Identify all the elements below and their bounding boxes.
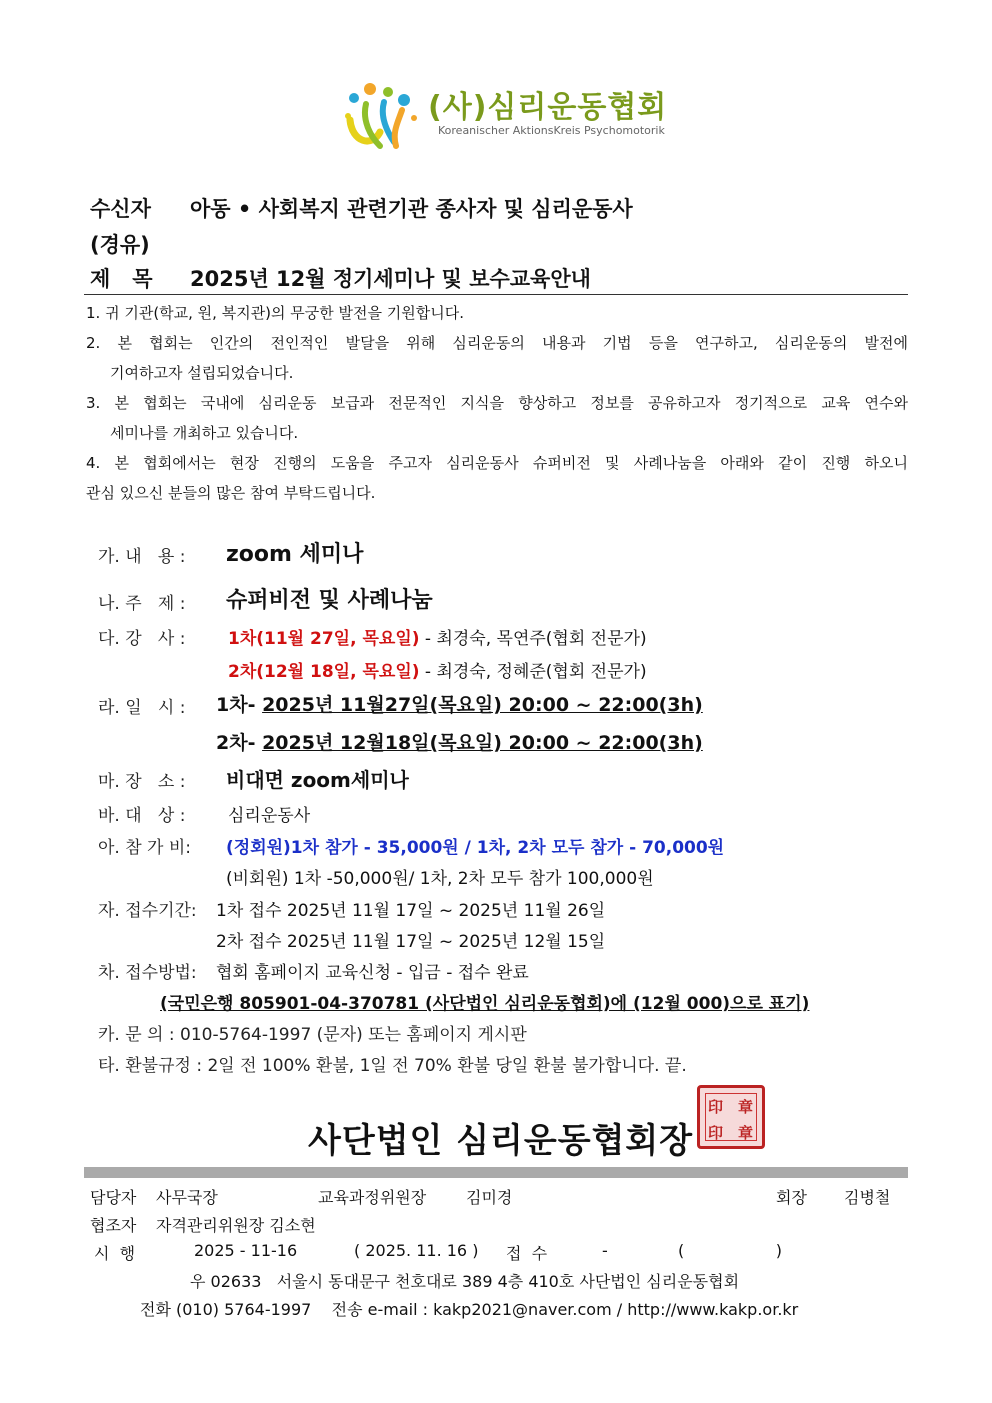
cooperator-label: 협조자	[90, 1216, 137, 1235]
period-2: 2차 접수 2025년 11월 17일 ~ 2025년 12월 15일	[216, 932, 606, 952]
fee-label: 아. 참 가 비:	[98, 838, 192, 858]
schedule-2-prefix: 2차-	[216, 732, 263, 754]
paragraph-4-cont: 관심 있으신 분들의 많은 참여 부탁드립니다.	[86, 484, 376, 502]
schedule-2-value: 2025년 12월18일(목요일) 20:00 ~ 22:00(3h)	[262, 732, 703, 754]
target-value: 심리운동사	[228, 806, 311, 826]
receipt-paren: ( )	[678, 1241, 783, 1260]
topic-value: 슈퍼비전 및 사례나눔	[226, 588, 433, 613]
association-logo	[340, 80, 670, 150]
schedule-row-2	[216, 728, 703, 755]
committee-name: 김미경	[466, 1188, 513, 1207]
lecturer-row-1	[228, 624, 647, 649]
paragraph-3: 3. 본 협회는 국내에 심리운동 보급과 전문적인 지식을 향상하고 정보를 공유하고자 정기적으로 교육 연수와	[86, 394, 908, 412]
lecturer-label: 다. 강 사 :	[98, 629, 186, 649]
paragraph-2-cont: 기여하고자 설립되었습니다.	[110, 364, 294, 382]
receipt-label: 접 수	[506, 1244, 548, 1263]
exec-date: ( 2025. 11. 16 )	[354, 1241, 479, 1260]
paragraph-1: 1. 귀 기관(학교, 원, 복지관)의 무궁한 발전을 기원합니다.	[86, 304, 464, 322]
method-value: 협회 홈페이지 교육신청 - 입금 - 접수 완료	[216, 963, 529, 983]
topic-label: 나. 주 제 :	[98, 594, 186, 614]
chair-label: 회장	[776, 1188, 807, 1207]
logo-title: (사)심리운동협회	[428, 90, 668, 125]
staff-label: 담당자	[90, 1188, 137, 1207]
contact-line: 카. 문 의 : 010-5764-1997 (문자) 또는 홈페이지 게시판	[98, 1025, 527, 1045]
target-label: 바. 대 상 :	[98, 806, 186, 826]
receipt-dash: -	[602, 1241, 608, 1260]
lecturer-1-names: - 최경숙, 목연주(협회 전문가)	[419, 629, 647, 649]
paragraph-2: 2. 본 협회는 인간의 전인적인 발달을 위해 심리운동의 내용과 기법 등을 연구하고, 심리운동의 발전에	[86, 334, 908, 352]
exec-value: 2025 - 11-16	[194, 1241, 298, 1260]
paragraph-4: 4. 본 협회에서는 현장 진행의 도움을 주고자 심리운동사 슈퍼비전 및 사례나눔을 아래와 같이 진행 하오니	[86, 454, 908, 472]
fee-member: (정회원)1차 참가 - 35,000원 / 1차, 2차 모두 참가 - 70,000원	[226, 838, 725, 858]
schedule-1-prefix: 1차-	[216, 694, 263, 716]
period-label: 자. 접수기간:	[98, 901, 197, 921]
schedule-row-1	[216, 690, 703, 717]
lecturer-row-2	[228, 657, 647, 682]
president-signature: 사단법인 심리운동협회장	[308, 1121, 694, 1161]
bank-note: (국민은행 805901-04-370781 (사단법인 심리운동협회)에 (12월 000)으로 표기)	[160, 994, 810, 1014]
staff-value: 사무국장	[156, 1188, 218, 1207]
schedule-label: 라. 일 시 :	[98, 698, 186, 718]
paragraph-3-cont: 세미나를 개최하고 있습니다.	[110, 424, 299, 442]
committee: 교육과정위원장	[318, 1188, 427, 1207]
lecturer-1-date: 1차(11월 27일, 목요일)	[228, 629, 420, 649]
place-label: 마. 장 소 :	[98, 772, 186, 792]
period-1: 1차 접수 2025년 11월 17일 ~ 2025년 11월 26일	[216, 901, 606, 921]
refund-line: 타. 환불규정 : 2일 전 100% 환불, 1일 전 70% 환불 당일 환불 불가합니다. 끝.	[98, 1056, 687, 1076]
schedule-1-value: 2025년 11월27일(목요일) 20:00 ~ 22:00(3h)	[262, 694, 703, 716]
address: 우 02633 서울시 동대문구 천호대로 389 4층 410호 사단법인 심리운동협회	[190, 1272, 740, 1291]
recipient-label: 수신자	[90, 197, 151, 221]
logo-mark-icon	[340, 80, 426, 150]
fee-nonmember: (비회원) 1차 -50,000원/ 1차, 2차 모두 참가 100,000원	[226, 869, 654, 889]
exec-label: 시 행	[94, 1244, 136, 1263]
footer-bar	[84, 1167, 908, 1178]
cooperator-value: 자격관리위원장 김소현	[156, 1216, 316, 1235]
method-label: 차. 접수방법:	[98, 963, 197, 983]
place-value: 비대면 zoom세미나	[226, 768, 409, 792]
official-seal-icon: 印 章 印 章	[697, 1085, 765, 1149]
subject-value: 2025년 12월 정기세미나 및 보수교육안내	[190, 267, 591, 291]
lecturer-2-names: - 최경숙, 정혜준(협회 전문가)	[419, 662, 647, 682]
content-label: 가. 내 용 :	[98, 547, 186, 567]
logo-subtitle: Koreanischer AktionsKreis Psychomotorik	[438, 124, 665, 137]
header-divider	[84, 294, 908, 295]
contact-info: 전화 (010) 5764-1997 전송 e-mail : kakp2021@naver.com / http://www.kakp.or.kr	[140, 1300, 799, 1319]
lecturer-2-date: 2차(12월 18일, 목요일)	[228, 662, 420, 682]
content-value: zoom 세미나	[226, 542, 364, 567]
chair-name: 김병철	[844, 1188, 891, 1207]
via-label: (경유)	[90, 233, 150, 257]
recipient-value: 아동 • 사회복지 관련기관 종사자 및 심리운동사	[190, 197, 633, 221]
subject-label: 제 목	[90, 267, 153, 291]
